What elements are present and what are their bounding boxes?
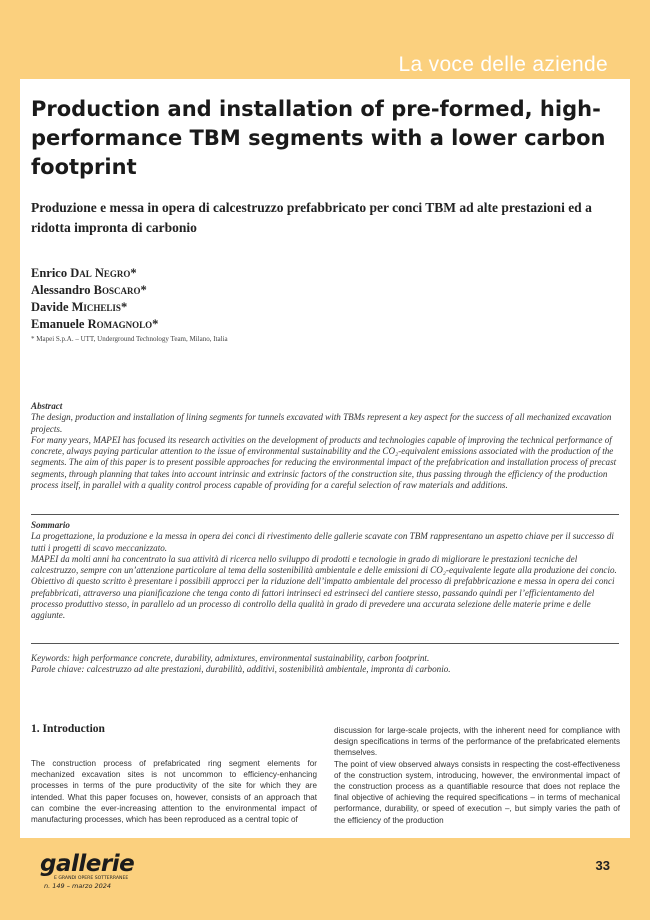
body-paragraph: discussion for large-scale projects, with the inherent need for compliance with design specifications in terms of the performance of the prefabricated elements themselves.: [334, 726, 620, 758]
body-column-left: [31, 758, 317, 825]
body-column-right: [334, 725, 620, 826]
author: Alessandro Boscaro*: [31, 283, 147, 297]
divider: [31, 643, 619, 644]
article-subtitle: Produzione e messa in opera di calcestruzzo prefabbricato per conci TBM ad alte prestazioni ed a ridotta impronta di carbonio: [31, 200, 592, 235]
logo-subtitle: E GRANDI OPERE SOTTERRANEE: [54, 876, 129, 881]
affiliation: * Mapei S.p.A. – UTT, Underground Technology Team, Milano, Italia: [31, 335, 228, 343]
sommario-paragraph: MAPEI da molti anni ha concentrato la sua attività di ricerca nello sviluppo di prodotti e tecnologie in grado di migliorare le prestazioni tecniche del calcestruzzo, sempre con un’attenzione particolare al tema della sostenibilità ambientale e delle emissioni di CO₂-equivalente legate alla produzione dei concio.: [31, 553, 617, 576]
journal-logo: [40, 853, 134, 890]
divider: [31, 514, 619, 515]
article-title: Production and installation of pre-formed, high-performance TBM segments with a lower carbon footprint: [31, 97, 606, 179]
sommario: [31, 520, 619, 622]
keywords: Keywords: high performance concrete, durability, admixtures, environmental sustainability, carbon footprint.: [31, 653, 430, 663]
logo-wordmark: gallerie: [40, 851, 135, 877]
page-number: 33: [595, 858, 610, 873]
author: Enrico Dal Negro*: [31, 266, 137, 280]
author-list: [31, 265, 431, 333]
body-paragraph: The construction process of prefabricated ring segment elements for mechanized excavation sites is not uncommon to efficiency-enhancing processes in terms of the pure productivity of the site for which they are intended. What this paper focuses on, however, consists of an approach that can combine the ever-increasing attention to the environmental impact of manufacturing processes, which has been reproduced as a central topic of: [31, 759, 317, 825]
sommario-paragraph: La progettazione, la produzione e la messa in opera dei conci di rivestimento delle gallerie scavate con TBM rappresentano un aspetto chiave per il successo di tutti i progetti di scavo meccanizzato.: [31, 531, 614, 553]
section-tag: La voce delle aziende: [398, 53, 608, 76]
keywords-block: [31, 653, 619, 676]
section-heading: 1. Introduction: [31, 723, 105, 735]
sommario-paragraph: Obiettivo di questo scritto è presentare i possibili approcci per la riduzione dell’impatto ambientale del processo di prefabbricazione e messa in opera dei conci prefabbricati, attraverso una pianificazione che tenga conto di fattori intrinseci ed estrinseci del cantiere stesso, passando quindi per l’efficientamento del processo produttivo stesso, in parallelo ad un processo di controllo della qualità in grado di prevedere una accurata selezione delle materie prime e delle aggiunte.: [31, 576, 615, 621]
issue-number: n. 149 – marzo 2024: [44, 882, 112, 890]
abstract-heading: Abstract: [31, 401, 63, 411]
parole-chiave: Parole chiave: calcestruzzo ad alte prestazioni, durabilità, additivi, sostenibilità ambientale, impronta di carbonio.: [31, 664, 451, 675]
body-paragraph: The point of view observed always consists in respecting the cost-effectiveness of the construction system, introducing, however, the environmental impact of the construction process as a quantifiable resource that does not replace the final objective of achieving the required specifications – in terms of mechanical performance, durability, or speed of execution –, but simply varies the path of the efficiency of the production: [334, 759, 620, 825]
abstract-paragraph: The design, production and installation of lining segments for tunnels excavated with TBMs represent a key aspect for the success of all mechanized excavation projects.: [31, 412, 612, 434]
author: Emanuele Romagnolo*: [31, 317, 159, 331]
author: Davide Michelis*: [31, 300, 128, 314]
abstract-paragraph: For many years, MAPEI has focused its research activities on the development of products and technologies capable of improving the technical performance of concrete, always paying particular attention to the issue of environmental sustainability and the CO₂-equivalent emissions associated with the production of the segments. The aim of this paper is to present possible approaches for reducing the environmental impact of the prefabrication and installation process of precast segments, through planning that takes into account intrinsic and extrinsic factors of the construction site, thus passing through the efficiency of the production process itself, in parallel with a quality control process capable of providing for a careful selection of raw materials and additions.: [31, 434, 617, 491]
abstract: [31, 401, 619, 491]
sommario-heading: Sommario: [31, 520, 70, 530]
article-page: [20, 79, 630, 838]
